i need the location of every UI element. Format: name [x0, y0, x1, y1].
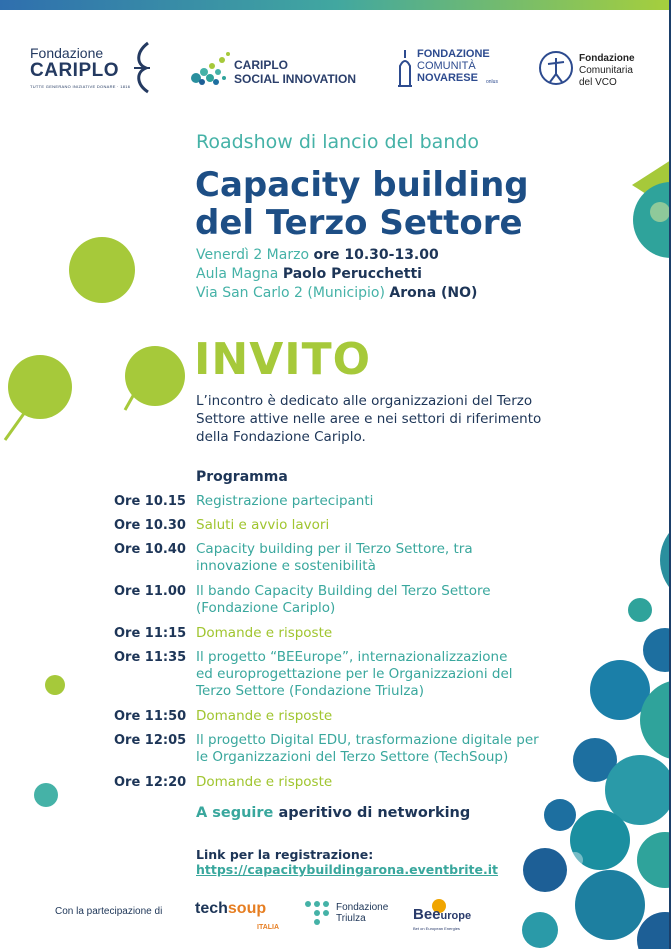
fondazione-cariplo-logo-line1: Fondazione: [30, 45, 104, 61]
program-item: [196, 493, 373, 510]
intro-line: Settore attive nelle aree e nei settori di riferimento: [196, 411, 542, 427]
event-time: ore 10.30-13.00: [313, 247, 439, 263]
program-time: Ore 10.30: [114, 518, 186, 533]
program-line: (Fondazione Cariplo): [196, 600, 336, 616]
beeurope-logo-part: urope: [440, 910, 472, 922]
program-line: le Organizzazioni del Terzo Settore (TechSoup): [196, 749, 509, 765]
social-innovation-logo-line1: CARIPLO: [234, 58, 288, 72]
program-line: Il bando Capacity Building del Terzo Settore: [196, 583, 491, 599]
program-time: Ore 12:05: [114, 733, 187, 748]
event-title-line1: Capacity building: [195, 165, 529, 205]
program-line: Terzo Settore (Fondazione Triulza): [196, 683, 424, 699]
program-line: Il progetto “BEEurope”, internazionalizzazione: [196, 649, 508, 665]
triulza-logo-line: Fondazione: [336, 902, 389, 913]
intro-line: della Fondazione Cariplo.: [196, 429, 366, 445]
event-subtitle: Roadshow di lancio del bando: [196, 131, 480, 153]
program-item: [196, 708, 332, 725]
event-date-time: [196, 246, 439, 265]
vco-logo-line3: del VCO: [579, 77, 617, 88]
bubble-left-top: [69, 237, 135, 303]
event-street: Via San Carlo 2 (Municipio): [196, 285, 385, 301]
closing-text: aperitivo di networking: [278, 805, 471, 821]
event-room: [196, 265, 422, 284]
event-room-name: Paolo Perucchetti: [282, 266, 422, 282]
program-item: [196, 732, 539, 766]
event-room-label: Aula Magna: [196, 266, 279, 282]
novarese-dome-icon: [396, 48, 414, 88]
program-item: [196, 541, 473, 575]
program-time: Ore 11:15: [114, 626, 187, 641]
event-address: [196, 284, 477, 303]
triulza-dots-icon: [304, 900, 334, 932]
intro-line: L’incontro è dedicato alle organizzazioni del Terzo: [196, 393, 533, 409]
bubble-left-mid: [125, 346, 185, 406]
social-innovation-logo-line2: SOCIAL INNOVATION: [234, 72, 357, 86]
beeurope-tagline: Bet on European Energies: [413, 926, 460, 931]
partners-label: Con la partecipazione di: [55, 906, 163, 917]
beeurope-logo-part: Bee: [413, 906, 441, 923]
program-time: Ore 10.15: [114, 494, 186, 509]
cariplo-emblem-icon: [130, 40, 152, 95]
fondazione-cariplo-tagline: TUTTE GENERANO INIZIATIVE DONARE · 1816: [30, 84, 131, 89]
techsoup-logo-part: tech: [195, 900, 228, 917]
vco-logo-line2: Comunitaria: [579, 65, 633, 76]
techsoup-logo-part: soup: [227, 900, 267, 917]
program-line: innovazione e sostenibilità: [196, 558, 376, 574]
novarese-logo-line2: COMUNITÀ: [417, 60, 476, 72]
novarese-logo-suffix: onlus: [486, 79, 498, 85]
program-item: [196, 774, 332, 791]
program-line: ed europrogettazione per le Organizzazioni del: [196, 666, 513, 682]
bubble-small-teal: [34, 783, 58, 807]
program-item: [196, 583, 491, 617]
novarese-logo-line1: FONDAZIONE: [417, 48, 490, 60]
program-time: Ore 11:35: [114, 650, 187, 665]
event-date: Venerdì 2 Marzo: [196, 247, 310, 263]
program-line: Domande e risposte: [196, 774, 333, 790]
program-time: Ore 11:50: [114, 709, 187, 724]
program-time: Ore 12:20: [114, 775, 187, 790]
program-item: [196, 625, 332, 642]
event-city: Arona (NO): [389, 285, 478, 301]
program-line: Capacity building per il Terzo Settore, tra: [196, 541, 473, 557]
program-line: Il progetto Digital EDU, trasformazione digitale per: [196, 732, 539, 748]
invito-heading: INVITO: [194, 334, 372, 385]
program-item: [196, 517, 329, 534]
invito-intro: [196, 392, 541, 446]
program-item: [196, 649, 513, 700]
beeurope-logo: [413, 906, 471, 923]
bubble-small-lime: [45, 675, 65, 695]
techsoup-logo: [195, 900, 266, 918]
triulza-logo-line: Triulza: [336, 913, 366, 924]
program-line: Domande e risposte: [196, 625, 333, 641]
bubble-tail: [5, 412, 25, 440]
registration-link[interactable]: https://capacitybuildingarona.eventbrite.it: [196, 862, 499, 877]
bubble-left-big: [8, 355, 72, 419]
program-line: Registrazione partecipanti: [196, 493, 374, 509]
event-title-line2: del Terzo Settore: [195, 203, 523, 243]
techsoup-subtitle: ITALIA: [257, 924, 280, 931]
social-innovation-dots-icon: [188, 48, 234, 88]
triulza-logo-text: [336, 902, 388, 924]
vco-figure-icon: [538, 50, 574, 86]
closing-note: [196, 805, 470, 821]
program-line: Domande e risposte: [196, 708, 333, 724]
fondazione-cariplo-logo-line2: CARIPLO: [30, 60, 119, 81]
program-time: Ore 10.40: [114, 542, 186, 557]
vco-logo-line1: Fondazione: [579, 53, 635, 64]
registration-label: Link per la registrazione:: [196, 847, 374, 862]
novarese-logo-line3: NOVARESE: [417, 72, 478, 84]
program-line: Saluti e avvio lavori: [196, 517, 330, 533]
closing-prefix: A seguire: [196, 805, 274, 821]
programma-title: Programma: [196, 469, 288, 485]
program-time: Ore 11.00: [114, 584, 186, 599]
